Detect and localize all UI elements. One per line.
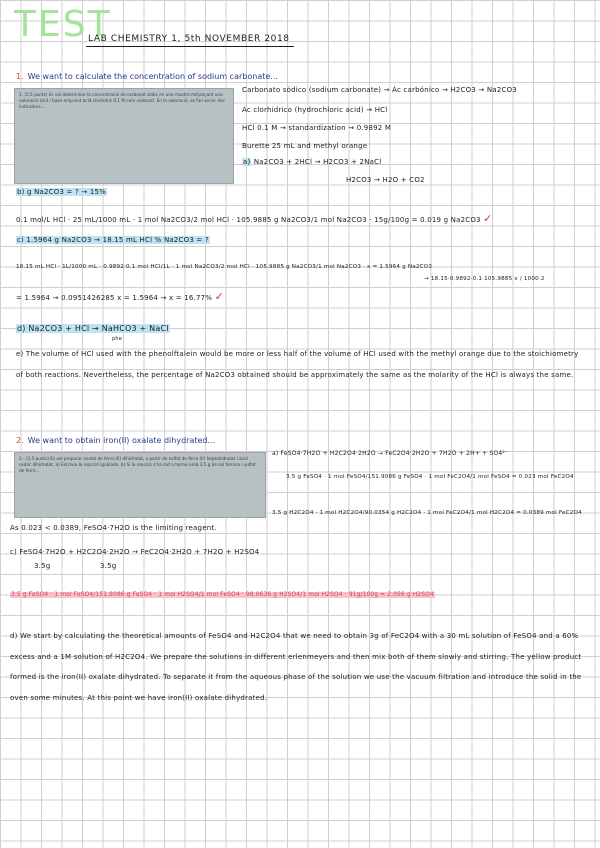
q1-c-calc-1: 18.15 mL HCl · 1L/1000 mL · 0.9892·0.1 mol HCl/1L · 1 mol Na2CO3/2 mol HCl · 105.9885 g Na2CO3/1 mol Na2CO3 · x = 1.5964 g Na2CO3 <box>16 264 433 270</box>
q1-number: 1. <box>16 72 24 81</box>
checkmark-icon: ✓ <box>214 290 225 303</box>
q1-c-calc-2 <box>16 290 224 303</box>
title-underline <box>86 46 294 47</box>
q1-c-calc-2-text: = 1.5964 → 0.0951426285 x = 1.5964 → x = 16.77% <box>16 294 213 302</box>
q1-b-question <box>16 188 107 196</box>
q2-b-calc-2: 3.5 g H2C2O4 · 1 mol H2C2O4/90.0354 g H2C2O4 · 1 mol FeC2O4/1 mol H2C2O4 = 0.0389 mol FeC2O4 <box>272 510 582 516</box>
q2-heading <box>16 436 215 445</box>
q2-d-text: d) We start by calculating the theoretical amounts of FeSO4 and H2C2O4 that we need to obtain 3g of FeC2O4 with a 30 mL solution of FeSO4 and a 60% excess and a 1M solution of H2C2O4. We prepare the solutions in different erlenmeyers and then mix both of them slowly and stirring. The yellow product formed is the iron(II) oxalate dihydrated. To separate it from the aqueous phase of the solution we use the vacuum filtration and introduce the solid in the oven some minutes. At this point we have iron(II) oxalate dihydrated. <box>10 632 582 702</box>
q1-e-text: e) The volume of HCl used with the phenolftalein would be more or less half of the volume of HCl used with the methyl orange due to the stoichiometry of both reactions. Nevertheless, the percentage of Na2CO3 obtained should be approximately the same as the molarity of the HCl is always the same. <box>16 350 579 379</box>
q1-d-equation <box>16 324 170 333</box>
q1-b-question-text: b) g Na2CO3 = ? → 15% <box>17 188 107 196</box>
q1-heading <box>16 72 278 81</box>
page-title: TEST <box>14 4 112 45</box>
q2-number: 2. <box>16 436 24 445</box>
q2-c-mass-1: 3.5g <box>34 562 51 570</box>
q2-c-calc <box>10 592 435 598</box>
q1-b-calc-text: 0.1 mol/L HCl · 25 mL/1000 mL · 1 mol Na2CO3/2 mol HCl · 105.9885 g Na2CO3/1 mol Na2CO3 · 15g/100g = 0.019 g Na2CO3 <box>16 216 481 224</box>
q1-c-question-text: c) 1.5964 g Na2CO3 → 18.15 mL HCl % Na2CO3 = ? <box>17 236 209 244</box>
q2-limiting-reagent: As 0.023 < 0.0389, FeSO4·7H2O is the limiting reagent. <box>10 524 217 532</box>
page-subtitle: LAB CHEMISTRY 1, 5th NOVEMBER 2018 <box>88 34 290 44</box>
q1-a-equation: Na2CO3 + 2HCl → H2CO3 + 2NaCl <box>253 158 382 166</box>
q1-d-sub: phe <box>112 336 123 342</box>
q1-c-calc-1-right: → 18.15·0.9892·0.1·105.9885 x / 1000·2 <box>424 276 545 282</box>
q2-a-equation: a) FeSO4·7H2O + H2C2O4·2H2O → FeC2O4·2H2O + 7H2O + 2H+ + SO4²⁻ <box>272 450 509 457</box>
q2-c-calc-text: 3.5 g FeSO4 · 1 mol FeSO4/151.9086 g FeSO4 · 1 mol H2SO4/1 mol FeSO4 · 98.0636 g H2SO4/1 mol H2SO4 · 91g/100g = 2.056 g H2SO4 <box>11 592 434 598</box>
q2-b-calc-1: 3.5 g FeSO4 · 1 mol FeSO4/151.9086 g FeSO4 · 1 mol FeC2O4/1 mol FeSO4 = 0.023 mol FeC2O4 <box>286 474 574 480</box>
q1-a-equation-2: H2CO3 → H2O + CO2 <box>346 176 425 184</box>
q2-c-mass-2: 3.5g <box>100 562 117 570</box>
q1-c-question <box>16 236 210 244</box>
q1-a-reaction <box>242 158 381 166</box>
q1-reagent-2: Ác clorhídrico (hydrochloric acid) → HCl <box>242 106 388 114</box>
q2-scan-text: 2.- (2,5 punts) Es vol preparar oxalat de ferro (II) dihidratat, a partir de sulfat de ferro (II) heptahidratat i àcid oxàlic dihidratat. a) Escriviu la reacció igualada. b) Si la reacció s'ha dut a terme amb 3,5 g de sal ferrosa i sulfat de ferro... <box>19 456 256 473</box>
q1-b-calculation <box>16 212 493 225</box>
q1-a-label: a) <box>243 158 251 166</box>
q1-scan-text: 1. (2,5 punts) Es vol determinar la concentració de carbonat sòdic en una mostra mitjançant una valoració àcid / base emprant àcid clorhídric 0,1 M com valorant. En la valoració, es fan servir dos indicadors... <box>19 92 225 109</box>
checkmark-icon: ✓ <box>483 212 493 225</box>
q1-problem-scan <box>14 88 234 184</box>
q1-reagent-1: Carbonato sódico (sodium carbonate) → Ác carbónico → H2CO3 → Na2CO3 <box>242 86 517 94</box>
q2-problem-scan <box>14 452 266 518</box>
q1-d-equation-text: d) Na2CO3 + HCl → NaHCO3 + NaCl <box>17 324 169 333</box>
q1-heading-text: We want to calculate the concentration of sodium carbonate... <box>27 72 278 81</box>
q1-reagent-3: HCl 0.1 M → standardization → 0.9892 M <box>242 124 392 132</box>
q2-c-equation: c) FeSO4·7H2O + H2C2O4·2H2O → FeC2O4·2H2O + 7H2O + H2SO4 <box>10 548 260 556</box>
q2-heading-text: We want to obtain iron(II) oxalate dihydrated... <box>27 436 216 445</box>
q1-reagent-4: Burette 25 mL and methyl orange <box>242 142 368 150</box>
